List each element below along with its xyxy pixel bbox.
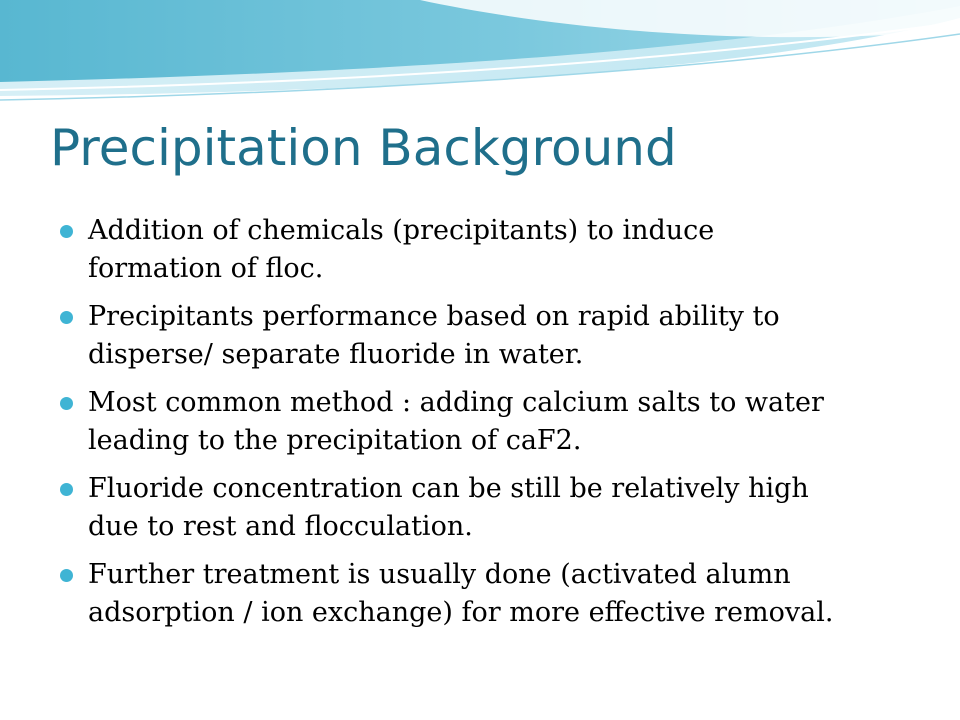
bullet-text-line-1: Addition of chemicals (precipitants) to induce [88,215,715,246]
slide-title: Precipitation Background [50,119,677,177]
wave-header-decoration [0,0,960,110]
bullet-item [56,212,916,288]
bullet-list [56,212,916,642]
bullet-marker-icon [60,311,73,324]
bullet-text-line-2: due to rest and flocculation. [88,511,473,542]
bullet-text-line-1: Further treatment is usually done (activated alumn [88,559,791,590]
bullet-item [56,298,916,374]
bullet-marker-icon [60,483,73,496]
bullet-text-line-1: Fluoride concentration can be still be relatively high [88,473,809,504]
bullet-text-line-2: disperse/ separate fluoride in water. [88,339,584,370]
bullet-item [56,384,916,460]
bullet-item [56,470,916,546]
bullet-text-line-1: Precipitants performance based on rapid ability to [88,301,780,332]
bullet-text-line-2: leading to the precipitation of caF2. [88,425,582,456]
bullet-marker-icon [60,397,73,410]
bullet-marker-icon [60,225,73,238]
bullet-item [56,556,916,632]
bullet-marker-icon [60,569,73,582]
bullet-text-line-2: formation of floc. [88,253,324,284]
bullet-text-line-2: adsorption / ion exchange) for more effective removal. [88,597,834,628]
bullet-text-line-1: Most common method : adding calcium salts to water [88,387,824,418]
